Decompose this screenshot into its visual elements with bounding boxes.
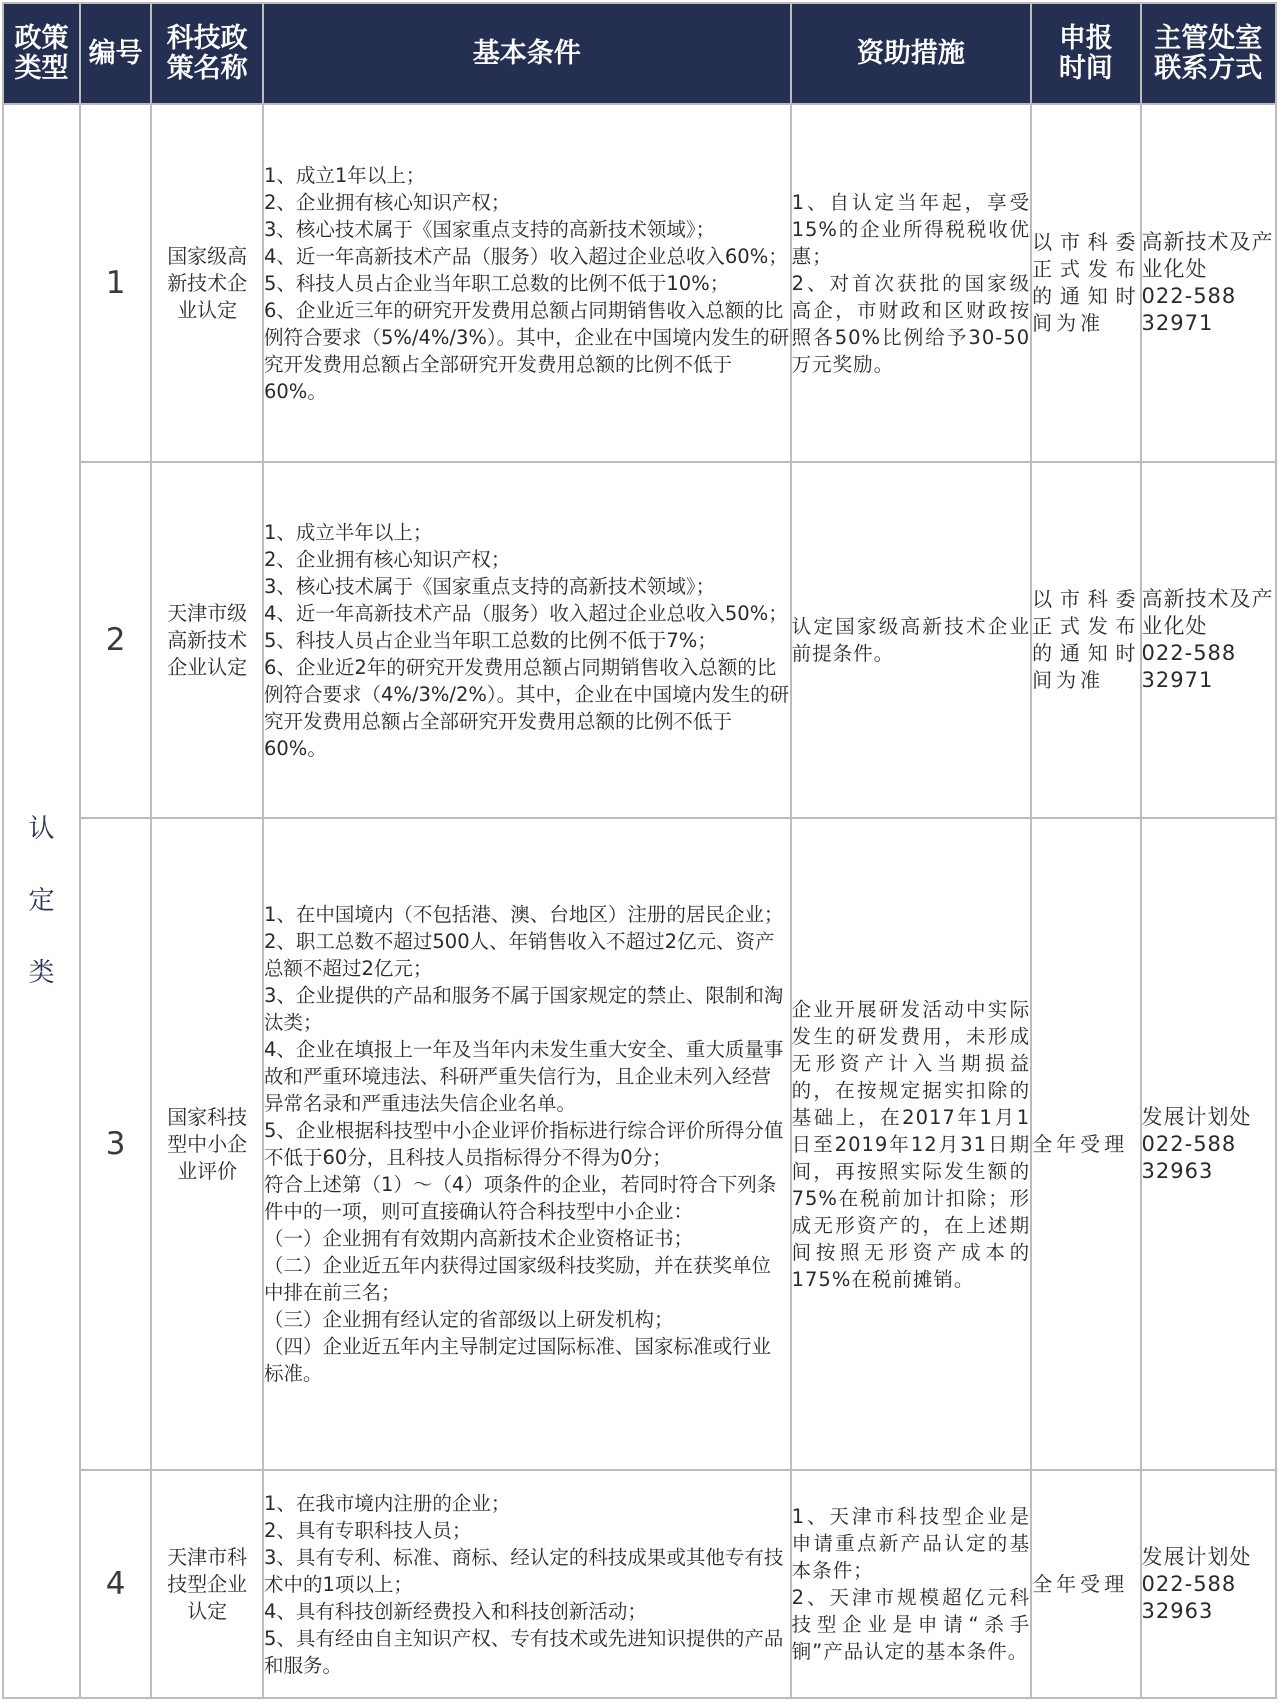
header-conditions: 基本条件 xyxy=(263,3,791,104)
header-row xyxy=(3,3,1276,104)
condition-item: （一）企业拥有有效期内高新技术企业资格证书； xyxy=(263,1227,693,1250)
conditions-cell xyxy=(263,1470,791,1698)
apply-time-cell: 全年受理 xyxy=(1031,1470,1140,1698)
condition-item: 3、核心技术属于《国家重点支持的高新技术领域》； xyxy=(263,574,716,598)
condition-item: （二）企业近五年内获得过国家级科技奖励，并在获奖单位中排在前三名； xyxy=(263,1254,771,1304)
contact-cell: 发展计划处 022-588 32963 xyxy=(1141,818,1276,1470)
condition-item: 2、具有专职科技人员； xyxy=(263,1518,472,1542)
condition-item: 6、企业近2年的研究开发费用总额占同期销售收入总额的比例符合要求（4%/3%/2%）。其中，企业在中国境内发生的研究开发费用总额占全部研究开发费用总额的比例不低于60%。 xyxy=(263,655,790,760)
header-contact: 主管处室 联系方式 xyxy=(1141,3,1276,104)
condition-item: （四）企业近五年内主导制定过国际标准、国家标准或行业标准。 xyxy=(263,1335,771,1385)
row-number: 3 xyxy=(80,818,152,1470)
condition-item: 1、在中国境内（不包括港、澳、台地区）注册的居民企业； xyxy=(263,903,784,926)
condition-item: 5、科技人员占企业当年职工总数的比例不低于10%； xyxy=(263,271,730,295)
support-cell: 1、天津市科技型企业是申请重点新产品认定的基本条件； 2、天津市规模超亿元科技型企业是申请“杀手锏”产品认定的基本条件。 xyxy=(791,1470,1032,1698)
condition-item: （三）企业拥有经认定的省部级以上研发机构； xyxy=(263,1308,674,1331)
header-policy-type: 政策 类型 xyxy=(3,3,80,104)
condition-item: 3、企业提供的产品和服务不属于国家规定的禁止、限制和淘汰类； xyxy=(263,984,784,1034)
table-row xyxy=(3,1470,1276,1698)
row-number: 1 xyxy=(80,104,152,462)
condition-item: 2、企业拥有核心知识产权； xyxy=(263,190,511,214)
policy-table xyxy=(2,2,1277,1699)
condition-item: 1、成立半年以上； xyxy=(263,520,433,544)
condition-item: 5、企业根据科技型中小企业评价指标进行综合评价所得分值不低于60分，且科技人员指标得分不得为0分； xyxy=(263,1119,784,1169)
condition-item: 4、具有科技创新经费投入和科技创新活动； xyxy=(263,1599,647,1623)
condition-item: 3、具有专利、标准、商标、经认定的科技成果或其他专有技术中的1项以上； xyxy=(263,1545,784,1596)
support-cell: 企业开展研发活动中实际发生的研发费用，未形成无形资产计入当期损益的，在按规定据实扣除的基础上，在2017年1月1日至2019年12月31日期间，再按照实际发生额的75%在税前加计扣除；形成无形资产的，在上述期间按照无形资产成本的175%在税前摊销。 xyxy=(791,818,1032,1470)
header-support: 资助措施 xyxy=(791,3,1032,104)
policy-name: 国家科技 型中小企 业评价 xyxy=(151,818,263,1470)
row-number: 2 xyxy=(80,462,152,818)
apply-time-cell: 以市科委正式发布的通知时间为准 xyxy=(1031,462,1140,818)
apply-time-cell: 全年受理 xyxy=(1031,818,1140,1470)
conditions-cell xyxy=(263,104,791,462)
table-row xyxy=(3,104,1276,462)
condition-item: 1、在我市境内注册的企业； xyxy=(263,1491,511,1515)
condition-item: 5、具有经由自主知识产权、专有技术或先进知识提供的产品和服务。 xyxy=(263,1626,784,1677)
contact-cell: 高新技术及产业化处 022-588 32971 xyxy=(1141,104,1276,462)
condition-item: 4、近一年高新技术产品（服务）收入超过企业总收入60%； xyxy=(263,244,788,268)
condition-item: 1、成立1年以上； xyxy=(263,163,426,187)
condition-item: 2、企业拥有核心知识产权； xyxy=(263,547,511,571)
contact-cell: 高新技术及产业化处 022-588 32971 xyxy=(1141,462,1276,818)
header-policy-name: 科技政 策名称 xyxy=(151,3,263,104)
condition-item: 4、近一年高新技术产品（服务）收入超过企业总收入50%； xyxy=(263,601,788,625)
condition-item: 5、科技人员占企业当年职工总数的比例不低于7%； xyxy=(263,628,717,652)
conditions-cell xyxy=(263,818,791,1470)
contact-cell: 发展计划处 022-588 32963 xyxy=(1141,1470,1276,1698)
header-number: 编号 xyxy=(80,3,152,104)
support-cell: 1、自认定当年起，享受15%的企业所得税税收优惠； 2、对首次获批的国家级高企，市财政和区财政按照各50%比例给予30-50万元奖励。 xyxy=(791,104,1032,462)
apply-time-cell: 以市科委正式发布的通知时间为准 xyxy=(1031,104,1140,462)
table-row xyxy=(3,462,1276,818)
category-cell: 认 定 类 xyxy=(3,104,80,1698)
condition-item: 符合上述第（1）～（4）项条件的企业，若同时符合下列条件中的一项，则可直接确认符合科技型中小企业： xyxy=(263,1173,777,1223)
header-apply-time: 申报 时间 xyxy=(1031,3,1140,104)
condition-item: 3、核心技术属于《国家重点支持的高新技术领域》； xyxy=(263,217,716,241)
policy-name: 天津市级 高新技术 企业认定 xyxy=(151,462,263,818)
policy-name: 天津市科 技型企业 认定 xyxy=(151,1470,263,1698)
table-row xyxy=(3,818,1276,1470)
condition-item: 4、企业在填报上一年及当年内未发生重大安全、重大质量事故和严重环境违法、科研严重失信行为，且企业未列入经营异常名录和严重违法失信企业名单。 xyxy=(263,1038,784,1115)
conditions-cell xyxy=(263,462,791,818)
condition-item: 6、企业近三年的研究开发费用总额占同期销售收入总额的比例符合要求（5%/4%/3%）。其中，企业在中国境内发生的研究开发费用总额占全部研究开发费用总额的比例不低于60%。 xyxy=(263,298,790,403)
condition-item: 2、职工总数不超过500人、年销售收入不超过2亿元、资产总额不超过2亿元； xyxy=(263,930,775,980)
support-cell: 认定国家级高新技术企业前提条件。 xyxy=(791,462,1032,818)
row-number: 4 xyxy=(80,1470,152,1698)
policy-name: 国家级高 新技术企 业认定 xyxy=(151,104,263,462)
